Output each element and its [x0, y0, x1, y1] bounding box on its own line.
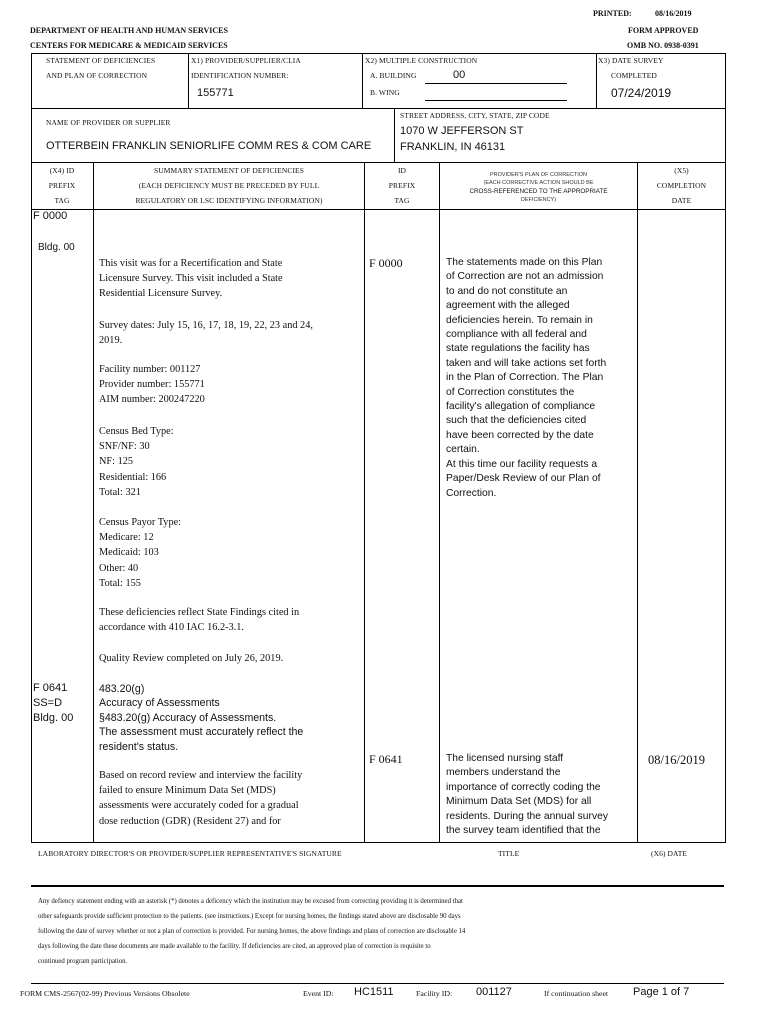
x5-header-1: (X5): [674, 166, 689, 175]
x3-label-2: COMPLETED: [611, 71, 657, 80]
disclaimer: [38, 894, 728, 969]
facility-numbers: Facility number: 001127 Provider number: 155771 AIM number: 200247220: [99, 364, 205, 406]
id-header-2: PREFIX: [388, 181, 416, 190]
id-tag-f0641: F 0641: [369, 752, 403, 766]
provider-id-value: 155771: [197, 87, 234, 99]
building-value: 00: [453, 69, 466, 81]
facility-id-label: Facility ID:: [416, 989, 453, 998]
plan-f0641: The licensed nursing staff members understand the importance of correctly coding the Minimum Data Set (MDS) for all residents. During the annual survey the survey team identified that the: [446, 753, 608, 837]
provider-name: OTTERBEIN FRANKLIN SENIORLIFE COMM RES & COM CARE: [46, 140, 372, 152]
address-street: 1070 W JEFFERSON ST: [400, 125, 524, 137]
provider-name-label: NAME OF PROVIDER OR SUPPLIER: [46, 118, 171, 127]
disclaimer-line-4: days following the date these documents are made available to the facility. If deficiencies are cited, an approved plan of correction is requisite to: [38, 943, 431, 950]
prefix-tag-f0641: F 0641 SS=D Bldg. 00: [33, 682, 74, 724]
disclaimer-line-1: Any defiency statement ending with an asterisk (*) denotes a deficency which the institution may be excused from correcting providing it is determined that: [38, 898, 463, 905]
continuation-label: If continuation sheet: [544, 989, 609, 998]
x2-label: X2) MULTIPLE CONSTRUCTION: [365, 56, 478, 65]
printed-date: 08/16/2019: [655, 9, 692, 18]
x4-header-3: TAG: [54, 196, 70, 205]
plan-header-2: (EACH CORRECTIVE ACTION SHOULD BE: [483, 180, 594, 186]
x4-header-2: PREFIX: [48, 181, 76, 190]
completion-date-f0641: 08/16/2019: [648, 753, 705, 767]
facility-id-value: 001127: [476, 986, 512, 998]
disclaimer-line-5: continued program participation.: [38, 958, 128, 965]
building-tag-00: Bldg. 00: [38, 242, 75, 253]
plan-f0000: The statements made on this Plan of Correction are not an admission to and do not constitute an agreement with the alleged deficiencies herein. To remain in compliance with all federal and state regulations the facility has taken and will take actions set forth in the Plan of Correction. The Plan of Correction constitutes the facility's allegation of compliance such that the deficiencies cited have been corrected by the date certain. At this time our facility requests a Paper/Desk Review of our Plan of Correction.: [446, 257, 607, 499]
id-tag-f0000: F 0000: [369, 256, 403, 270]
plan-header-4: DEFICIENCY): [520, 197, 557, 203]
building-label: A. BUILDING: [370, 71, 417, 80]
page-number: Page 1 of 7: [633, 986, 690, 998]
omb-number: OMB NO. 0938-0391: [627, 41, 699, 50]
f0641-heading: 483.20(g) Accuracy of Assessments §483.20(g) Accuracy of Assessments. The assessment must accurately reflect the resident's status.: [99, 683, 304, 753]
survey-dates: Survey dates: July 15, 16, 17, 18, 19, 22, 23 and 24, 2019.: [99, 320, 313, 347]
event-id-label: Event ID:: [303, 989, 334, 998]
statement-label-2: AND PLAN OF CORRECTION: [46, 71, 148, 80]
id-header-3: TAG: [394, 196, 410, 205]
plan-header-1: PROVIDER'S PLAN OF CORRECTION: [489, 172, 587, 178]
x5-header-3: DATE: [671, 196, 692, 205]
form-approved: FORM APPROVED: [628, 26, 699, 35]
x6-date-label: (X6) DATE: [651, 849, 688, 858]
summary-header-2: (EACH DEFICIENCY MUST BE PRECEDED BY FULL: [138, 181, 320, 190]
plan-header-3: CROSS-REFERENCED TO THE APPROPRIATE: [469, 188, 608, 195]
disclaimer-line-3: following the date of survey whether or not a plan of correction is provided. For nursing homes, the above findings and plans of correction are disclosable 14: [38, 928, 466, 935]
address-label: STREET ADDRESS, CITY, STATE, ZIP CODE: [400, 111, 550, 120]
quality-review: Quality Review completed on July 26, 2019.: [99, 653, 284, 664]
printed-label: PRINTED:: [593, 9, 632, 18]
prefix-tag-f0000: F 0000: [33, 210, 68, 222]
address-city: FRANKLIN, IN 46131: [400, 141, 506, 153]
director-signature-label: LABORATORY DIRECTOR'S OR PROVIDER/SUPPLIER REPRESENTATIVE'S SIGNATURE: [38, 849, 342, 858]
x5-header-2: COMPLETION: [656, 181, 707, 190]
disclaimer-line-2: other safeguards provide sufficient protection to the patients. (see instructions.) Except for nursing homes, the findings stated above are disclosable 90 days: [38, 913, 461, 920]
centers-name: CENTERS FOR MEDICARE & MEDICAID SERVICES: [30, 41, 228, 50]
census-payor-type: Census Payor Type: Medicare: 12 Medicaid: 103 Other: 40 Total: 155: [99, 517, 182, 589]
title-label: TITLE: [498, 849, 520, 858]
survey-completed-date: 07/24/2019: [611, 86, 672, 100]
x1-label-2: IDENTIFICATION NUMBER:: [191, 71, 289, 80]
summary-header-1: SUMMARY STATEMENT OF DEFICIENCIES: [153, 166, 304, 175]
id-header-1: ID: [397, 166, 407, 175]
x3-label-1: X3) DATE SURVEY: [598, 56, 664, 65]
form-cms-label: FORM CMS-2567(02-99) Previous Versions Obsolete: [20, 989, 190, 998]
statement-label-1: STATEMENT OF DEFICIENCIES: [46, 56, 156, 65]
x1-label-1: X1) PROVIDER/SUPPLIER/CLIA: [191, 56, 301, 65]
event-id-value: HC1511: [354, 986, 394, 998]
state-findings: These deficiencies reflect State Findings cited in accordance with 410 IAC 16.2-3.1.: [99, 607, 300, 634]
x4-header-1: (X4) ID: [49, 166, 75, 175]
wing-label: B. WING: [370, 88, 400, 97]
survey-intro: This visit was for a Recertification and State Licensure Survey. This visit included a State Residential Licensure Survey.: [99, 258, 283, 300]
summary-header-3: REGULATORY OR LSC IDENTIFYING INFORMATION): [135, 196, 323, 205]
census-bed-type: Census Bed Type: SNF/NF: 30 NF: 125 Residential: 166 Total: 321: [99, 426, 174, 498]
f0641-findings: Based on record review and interview the facility failed to ensure Minimum Data Set (MDS) assessments were accurately coded for a gradual dose reduction (GDR) (Resident 27) and for: [99, 770, 303, 827]
department-name: DEPARTMENT OF HEALTH AND HUMAN SERVICES: [30, 26, 228, 35]
